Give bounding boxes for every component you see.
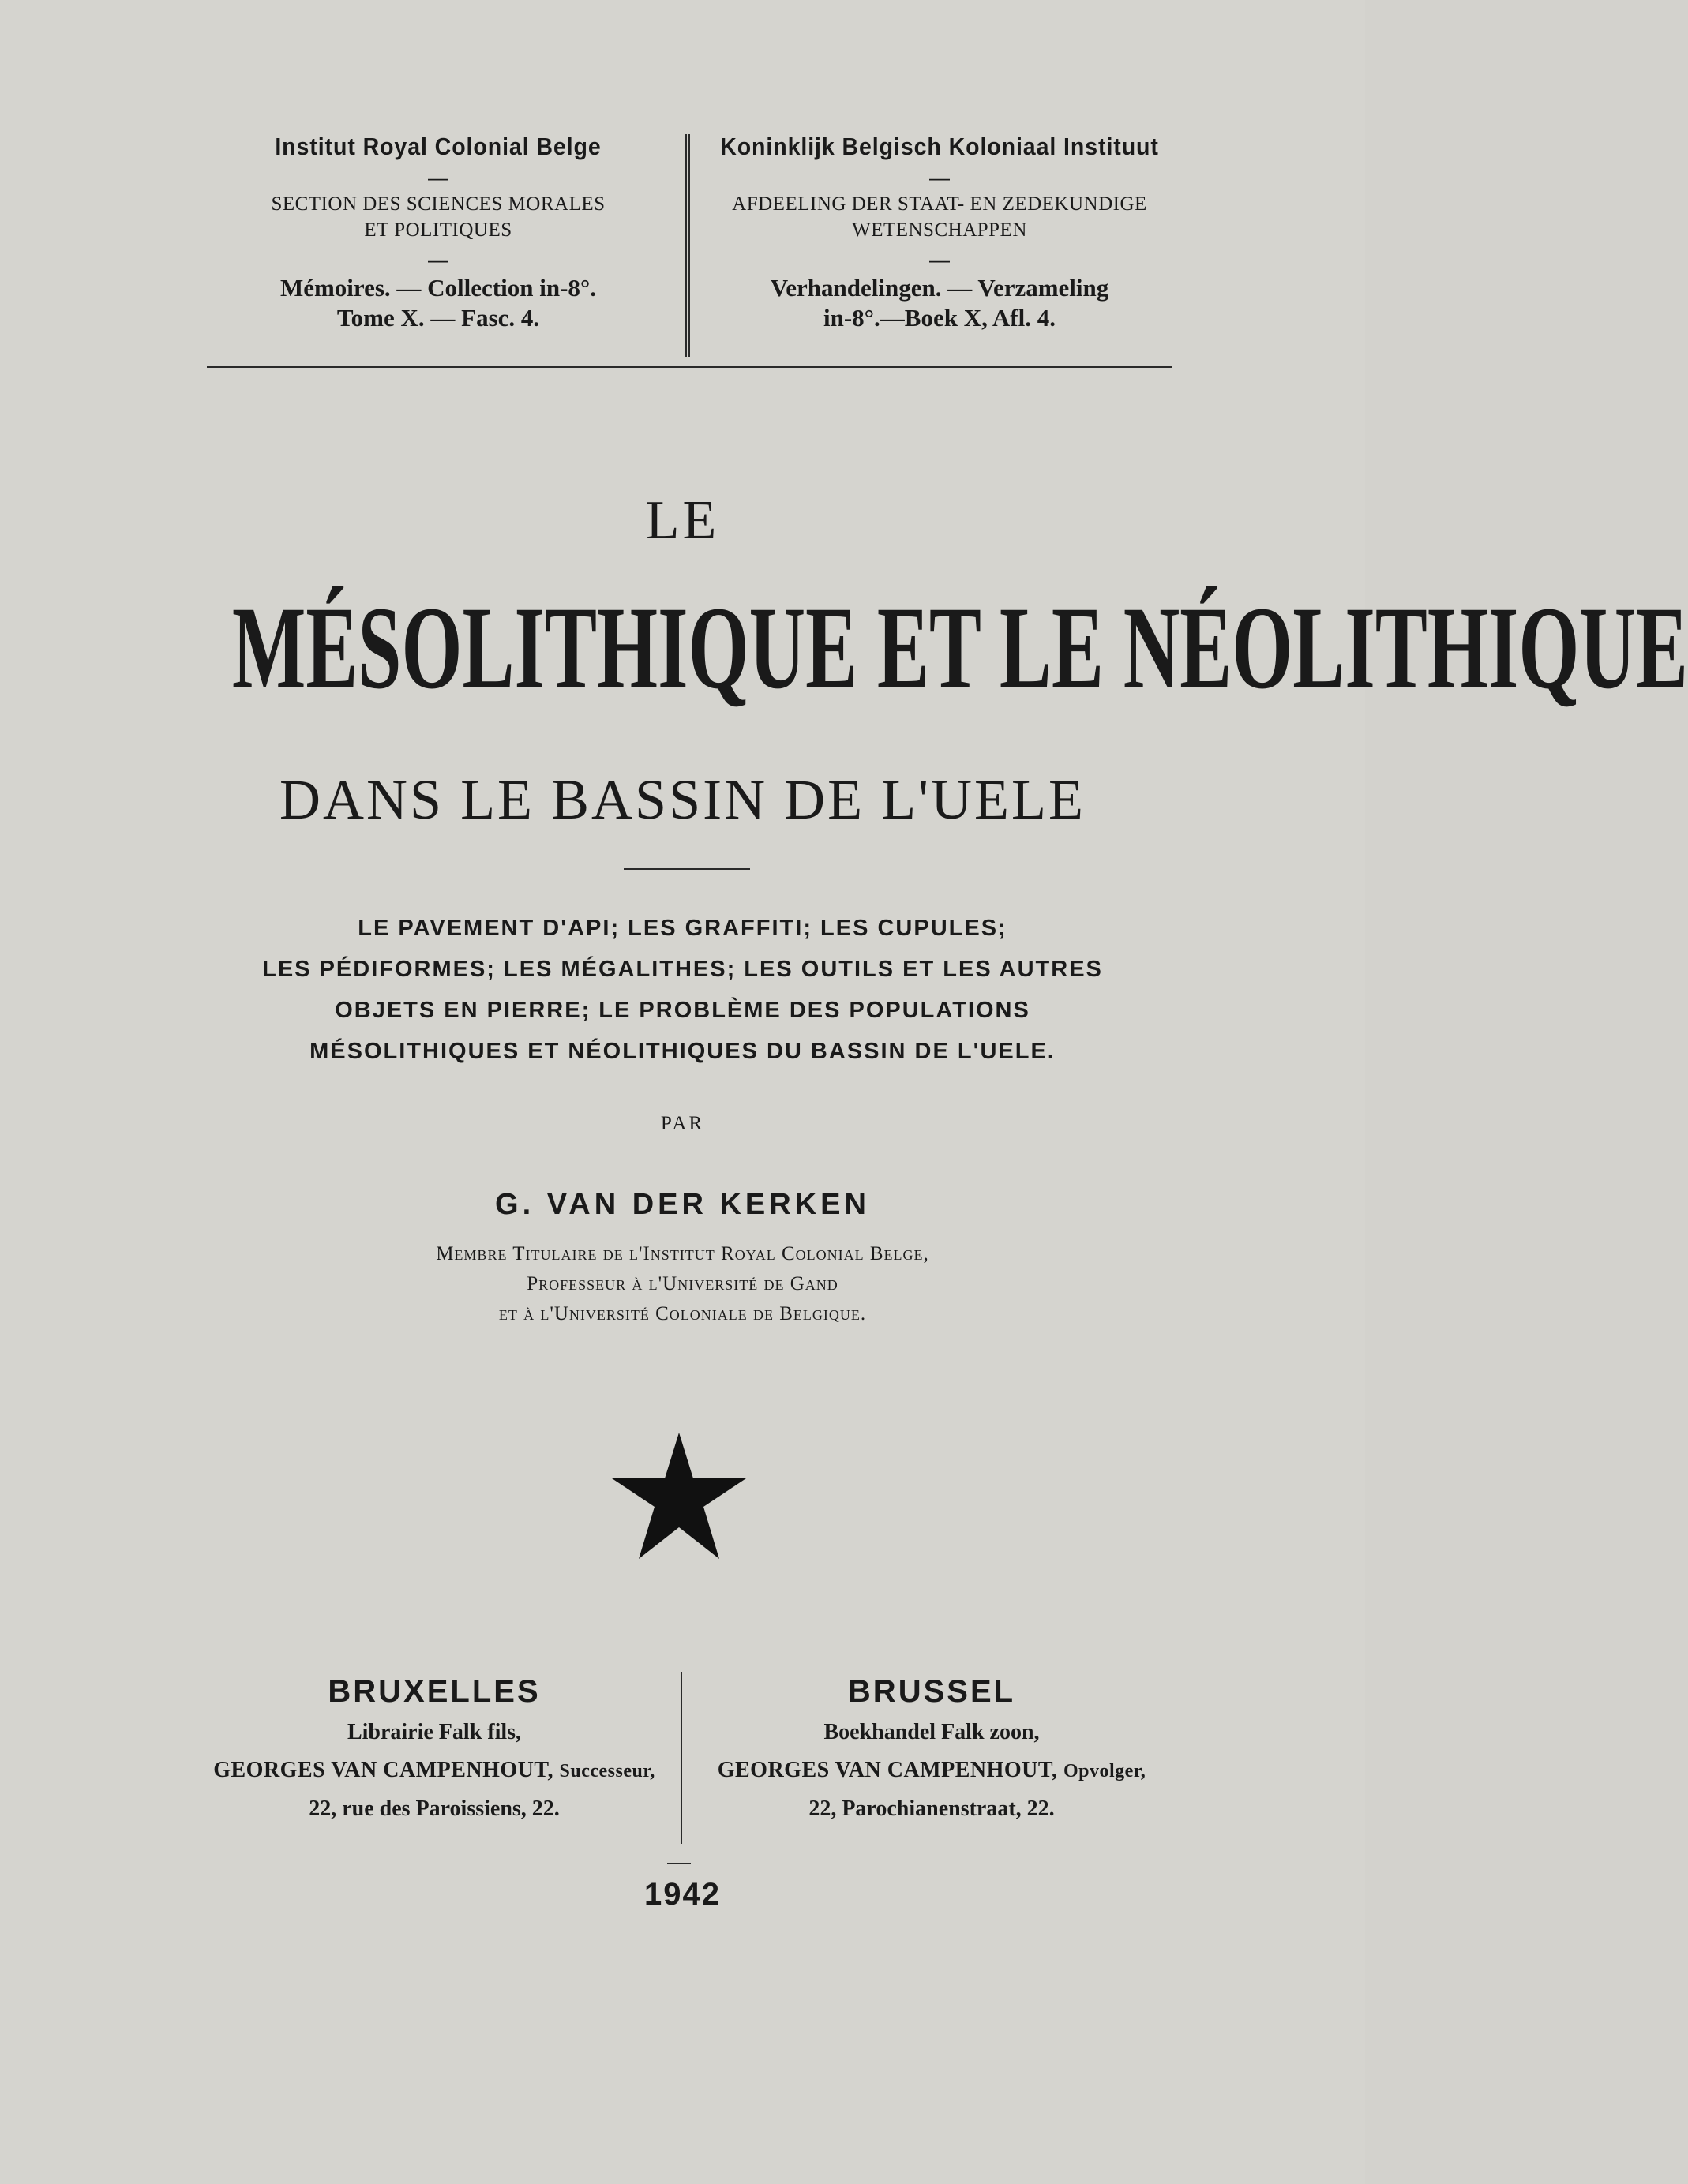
owner-role: Opvolger, <box>1063 1761 1146 1781</box>
publisher-divider <box>681 1672 682 1844</box>
publisher-shop: Boekhandel Falk zoon, <box>823 1720 1040 1744</box>
collection-line-2: in-8°.—Boek X, Afl. 4. <box>823 304 1056 332</box>
summary-line-3: OBJETS EN PIERRE; LE PROBLÈME DES POPULATIONS <box>335 998 1030 1023</box>
header-dash: — <box>929 166 950 189</box>
header-rule <box>207 366 1172 368</box>
header-dash: — <box>428 166 448 189</box>
institute-name-fr: Institut Royal Colonial Belge <box>275 133 602 160</box>
title-subtitle: DANS LE BASSIN DE L'UELE <box>279 768 1086 831</box>
author-name: G. VAN DER KERKEN <box>495 1188 870 1221</box>
affiliation-line-1: Membre Titulaire de l'Institut Royal Colonial Belge, <box>436 1243 929 1264</box>
header-dash: — <box>428 248 448 272</box>
publisher-owner <box>687 1751 1176 1790</box>
publisher-address: 22, Parochianenstraat, 22. <box>808 1796 1055 1821</box>
contents-summary <box>0 908 1365 1072</box>
publisher-right <box>687 1669 1176 1828</box>
collection-line-1: Verhandelingen. — Verzameling <box>770 274 1109 302</box>
header-dash: — <box>929 248 950 272</box>
publisher-city: BRUXELLES <box>328 1674 541 1709</box>
section-line-2: ET POLITIQUES <box>364 219 512 241</box>
summary-line-2: LES PÉDIFORMES; LES MÉGALITHES; LES OUTILS ET LES AUTRES <box>262 957 1103 982</box>
collection-line-2: Tome X. — Fasc. 4. <box>336 304 540 332</box>
header-divider <box>685 134 690 357</box>
year-dash <box>667 1863 691 1864</box>
affiliation-line-2: Professeur à l'Université de Gand <box>527 1273 838 1294</box>
summary-line-1: LE PAVEMENT D'API; LES GRAFFITI; LES CUPULES; <box>358 916 1007 941</box>
publisher-city: BRUSSEL <box>847 1674 1016 1709</box>
owner-name: GEORGES VAN CAMPENHOUT, <box>717 1758 1058 1782</box>
publisher-owner <box>189 1751 679 1790</box>
section-line-2: WETENSCHAPPEN <box>852 219 1027 241</box>
publisher-address: 22, rue des Paroissiens, 22. <box>309 1796 560 1821</box>
header-right <box>695 133 1184 333</box>
title-rule <box>624 868 750 870</box>
by-label: PAR <box>660 1113 705 1134</box>
section-line-1: AFDEELING DER STAAT- EN ZEDEKUNDIGE <box>732 193 1147 215</box>
author-affiliation <box>0 1239 1365 1329</box>
collection-line-1: Mémoires. — Collection in-8°. <box>279 274 597 302</box>
section-line-1: SECTION DES SCIENCES MORALES <box>271 193 606 215</box>
title-main: MÉSOLITHIQUE ET LE NÉOLITHIQUE <box>231 583 1688 714</box>
owner-role: Successeur, <box>559 1761 655 1781</box>
institute-name-nl: Koninklijk Belgisch Koloniaal Instituut <box>720 133 1159 160</box>
publisher-shop: Librairie Falk fils, <box>347 1720 522 1744</box>
star-icon <box>612 1433 746 1559</box>
publisher-left <box>189 1669 679 1828</box>
title-article: LE <box>645 490 720 551</box>
header-left <box>193 133 683 333</box>
affiliation-line-3: et à l'Université Coloniale de Belgique. <box>498 1303 867 1324</box>
owner-name: GEORGES VAN CAMPENHOUT, <box>213 1758 553 1782</box>
publication-year: 1942 <box>644 1877 721 1912</box>
summary-line-4: MÉSOLITHIQUES ET NÉOLITHIQUES DU BASSIN DE L'UELE. <box>309 1039 1056 1064</box>
